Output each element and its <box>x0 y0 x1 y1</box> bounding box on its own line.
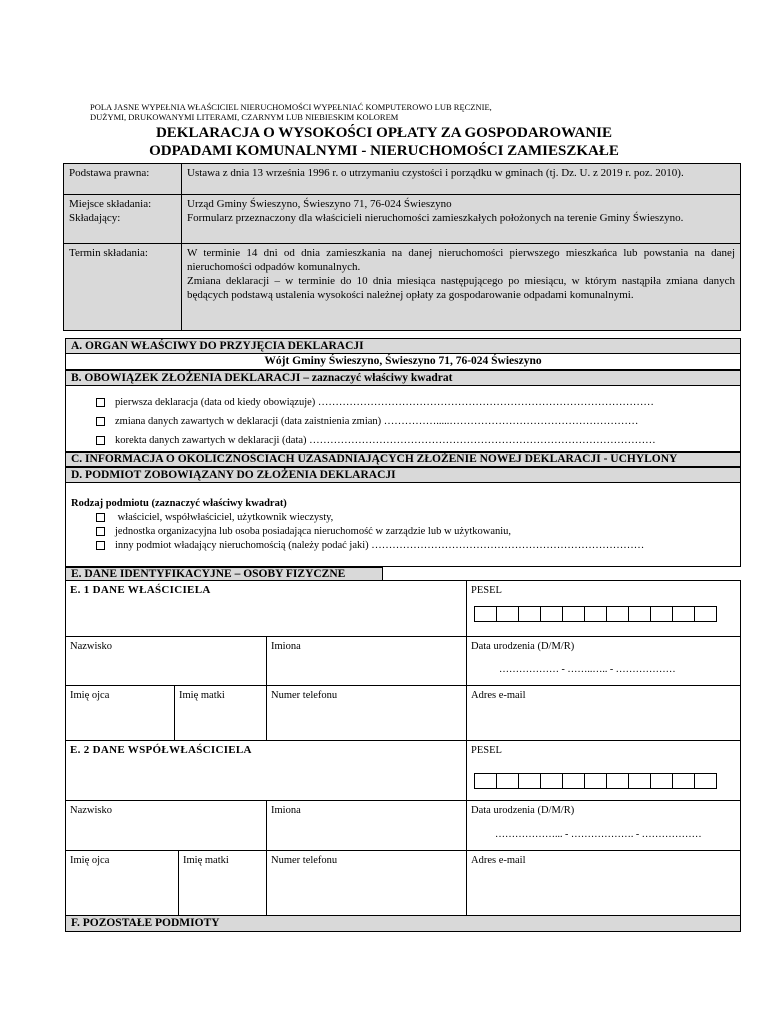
owner-birth-date-field[interactable]: Data urodzenia (D/M/R) ……………… - ……..….. - ……………… <box>466 636 741 686</box>
checkbox[interactable] <box>96 398 105 407</box>
deadline-label: Termin składania: <box>64 244 182 331</box>
deadline-values <box>182 244 741 331</box>
checkbox[interactable] <box>96 417 105 426</box>
checkbox[interactable] <box>96 527 105 536</box>
deadline-value-1: W terminie 14 dni od dnia zamieszkania na danej nieruchomości pierwszego mieszkańca lub powstania na danej nieruchomości odpadów komunalnych. <box>187 247 735 273</box>
place-value: Urząd Gminy Świeszyno, Świeszyno 71, 76-024 Świeszyno <box>187 198 452 210</box>
co-owner-surname-field[interactable]: Nazwisko <box>65 800 267 851</box>
owner-email-field[interactable]: Adres e-mail <box>466 685 741 741</box>
co-owner-father-field[interactable]: Imię ojca <box>65 850 179 916</box>
co-owner-phone-field[interactable]: Numer telefonu <box>266 850 467 916</box>
owner-phone-field[interactable]: Numer telefonu <box>266 685 467 741</box>
option-correction[interactable]: korekta danych zawartych w deklaracji (data) ……………………………………………………………………………………… <box>96 434 656 447</box>
section-d-header: D. PODMIOT ZOBOWIĄZANY DO ZŁOŻENIA DEKLARACJI <box>65 467 741 483</box>
co-owner-email-field[interactable]: Adres e-mail <box>466 850 741 916</box>
co-owner-mother-field[interactable]: Imię matki <box>178 850 267 916</box>
owner-pesel-label: PESEL <box>471 585 502 596</box>
place-filer-labels <box>64 195 182 244</box>
option-organizational-unit[interactable]: jednostka organizacyjna lub osoba posiadająca nieruchomość w zarządzie lub w użytkowaniu, <box>96 525 511 538</box>
basis-value: Ustawa z dnia 13 września 1996 r. o utrzymaniu czystości i porządku w gminach (tj. Dz. U. z 2019 r. poz. 2010). <box>182 164 741 195</box>
deadline-value-2: Zmiana deklaracji – w terminie do 10 dnia miesiąca następującego po miesiącu, w którym nastąpiła zmiana danych będących podstawą ustalenia wysokości należnej opłaty za gospodarowanie odpadami komunalnymi. <box>187 275 735 301</box>
checkbox[interactable] <box>96 436 105 445</box>
section-c-header: C. INFORMACJA O OKOLICZNOŚCIACH UZASADNIAJĄCYCH ZŁOŻENIE NOWEJ DEKLARACJI - UCHYLONY <box>65 452 741 467</box>
checkbox[interactable] <box>96 541 105 550</box>
option-change-declaration[interactable]: zmiana danych zawartych w deklaracji (data zaistnienia zmian) …………….....……………………………………………… <box>96 415 638 428</box>
owner-names-field[interactable]: Imiona <box>266 636 467 686</box>
form-instructions <box>90 102 492 122</box>
co-owner-title: E. 2 DANE WSPÓŁWŁAŚCICIELA <box>65 740 467 801</box>
option-first-declaration[interactable]: pierwsza deklaracja (data od kiedy obowiązuje) …………………………………………………………………………………… <box>96 396 654 409</box>
title-line-2: ODPADAMI KOMUNALNYMI - NIERUCHOMOŚCI ZAMIESZKAŁE <box>149 143 619 159</box>
section-b-header: B. OBOWIĄZEK ZŁOŻENIA DEKLARACJI – zaznaczyć właściwy kwadrat <box>65 370 741 386</box>
owner-father-field[interactable]: Imię ojca <box>65 685 175 741</box>
section-a-value: Wójt Gminy Świeszyno, Świeszyno 71, 76-024 Świeszyno <box>65 354 741 370</box>
instructions-line-1: POLA JASNE WYPEŁNIA WŁAŚCICIEL NIERUCHOMOŚCI WYPEŁNIAĆ KOMPUTEROWO LUB RĘCZNIE, <box>90 102 492 112</box>
section-d-options <box>65 483 741 567</box>
co-owner-pesel-input[interactable] <box>475 773 717 789</box>
co-owner-names-field[interactable]: Imiona <box>266 800 467 851</box>
place-label: Miejsce składania: <box>69 198 152 210</box>
section-a-header: A. ORGAN WŁAŚCIWY DO PRZYJĘCIA DEKLARACJI <box>65 338 741 354</box>
owner-mother-field[interactable]: Imię matki <box>174 685 267 741</box>
co-owner-pesel-cell <box>466 740 741 801</box>
owner-birth-date-dots: ……………… - ……..….. - ……………… <box>499 664 676 675</box>
checkbox[interactable] <box>96 513 105 522</box>
owner-title: E. 1 DANE WŁAŚCICIELA <box>65 580 467 637</box>
section-b-options <box>65 386 741 452</box>
instructions-line-2: DUŻYMI, DRUKOWANYMI LITERAMI, CZARNYM LUB NIEBIESKIM KOLOREM <box>90 112 399 122</box>
co-owner-birth-date-field[interactable]: Data urodzenia (D/M/R) ………………... - ………………. - ……………… <box>466 800 741 851</box>
section-f-header: F. POZOSTAŁE PODMIOTY <box>65 915 741 932</box>
owner-surname-field[interactable]: Nazwisko <box>65 636 267 686</box>
title-line-1: DEKLARACJA O WYSOKOŚCI OPŁATY ZA GOSPODAROWANIE <box>155 125 613 141</box>
entity-type-subtitle: Rodzaj podmiotu (zaznaczyć właściwy kwadrat) <box>71 498 287 509</box>
filer-label: Składający: <box>69 212 121 224</box>
option-other-entity[interactable]: inny podmiot władający nieruchomością (należy podać jaki) …………………………………………………………………… <box>96 539 644 552</box>
page-title <box>60 124 708 160</box>
place-filer-values <box>182 195 741 244</box>
section-e-header: E. DANE IDENTYFIKACYJNE – OSOBY FIZYCZNE <box>65 567 383 581</box>
co-owner-pesel-label: PESEL <box>471 745 502 756</box>
filer-value: Formularz przeznaczony dla właścicieli nieruchomości zamieszkałych położonych na terenie Gminy Świeszyno. <box>187 212 684 224</box>
basis-label: Podstawa prawna: <box>64 164 182 195</box>
info-table <box>63 163 741 331</box>
co-owner-birth-date-dots: ………………... - ………………. - ……………… <box>495 829 702 840</box>
option-owner[interactable]: właściciel, współwłaściciel, użytkownik wieczysty, <box>96 511 333 524</box>
owner-pesel-input[interactable] <box>475 606 717 622</box>
